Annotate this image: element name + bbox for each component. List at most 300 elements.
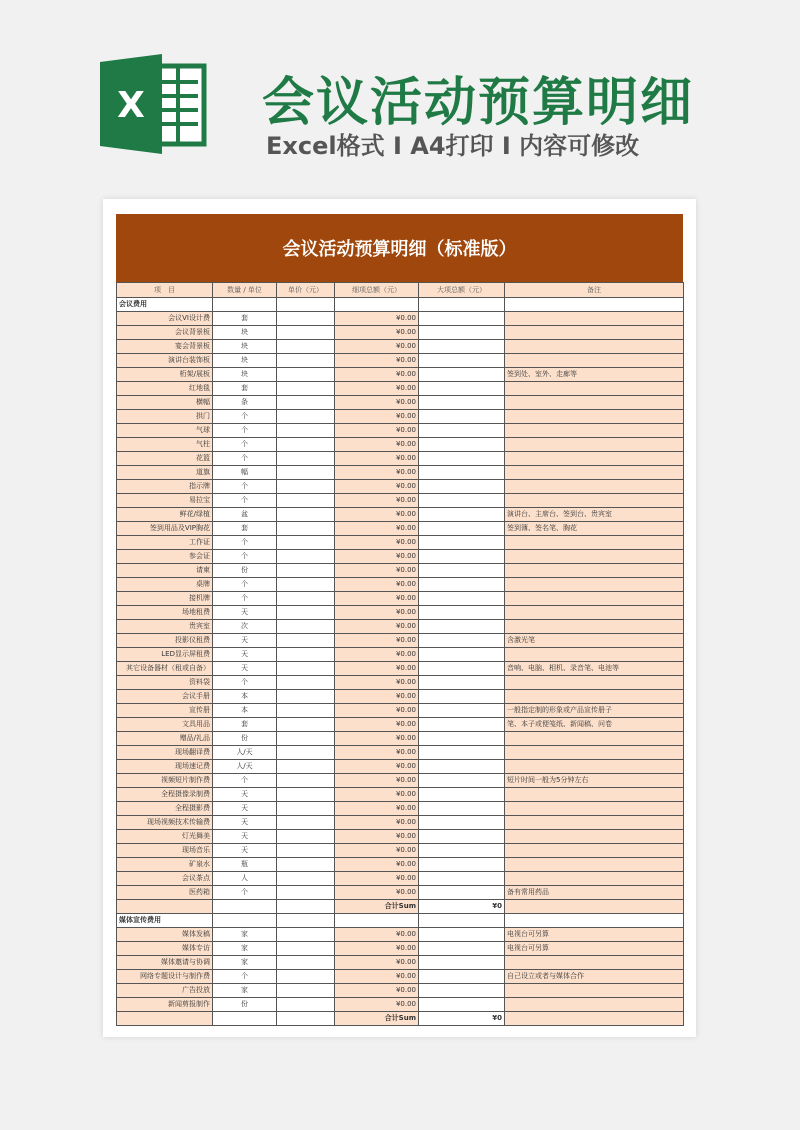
empty-cell[interactable]: [117, 1012, 213, 1026]
item-name-cell[interactable]: 贵宾室: [117, 620, 213, 634]
unit-cell[interactable]: 家: [213, 942, 277, 956]
unit-cell[interactable]: 条: [213, 396, 277, 410]
subtotal-cell[interactable]: ¥0.00: [335, 886, 419, 900]
item-name-cell[interactable]: 现场翻译费: [117, 746, 213, 760]
price-cell[interactable]: [277, 494, 335, 508]
price-cell[interactable]: [277, 508, 335, 522]
note-cell[interactable]: [505, 760, 684, 774]
unit-cell[interactable]: 块: [213, 340, 277, 354]
subtotal-cell[interactable]: ¥0.00: [335, 984, 419, 998]
note-cell[interactable]: [505, 340, 684, 354]
unit-cell[interactable]: 天: [213, 844, 277, 858]
price-cell[interactable]: [277, 382, 335, 396]
price-cell[interactable]: [277, 718, 335, 732]
unit-cell[interactable]: 份: [213, 998, 277, 1012]
price-cell[interactable]: [277, 928, 335, 942]
total-cell[interactable]: [419, 970, 505, 984]
note-cell[interactable]: 自己设立或者与媒体合作: [505, 970, 684, 984]
total-cell[interactable]: [419, 732, 505, 746]
empty-cell[interactable]: [213, 914, 277, 928]
total-cell[interactable]: [419, 718, 505, 732]
total-cell[interactable]: [419, 466, 505, 480]
note-cell[interactable]: [505, 494, 684, 508]
note-cell[interactable]: [505, 858, 684, 872]
unit-cell[interactable]: 瓶: [213, 858, 277, 872]
subtotal-cell[interactable]: ¥0.00: [335, 942, 419, 956]
subtotal-cell[interactable]: ¥0.00: [335, 494, 419, 508]
note-cell[interactable]: [505, 480, 684, 494]
subtotal-cell[interactable]: ¥0.00: [335, 774, 419, 788]
subtotal-cell[interactable]: ¥0.00: [335, 354, 419, 368]
total-cell[interactable]: [419, 396, 505, 410]
subtotal-cell[interactable]: ¥0.00: [335, 858, 419, 872]
note-cell[interactable]: [505, 410, 684, 424]
item-name-cell[interactable]: 参会证: [117, 550, 213, 564]
total-cell[interactable]: [419, 326, 505, 340]
price-cell[interactable]: [277, 788, 335, 802]
unit-cell[interactable]: 套: [213, 312, 277, 326]
price-cell[interactable]: [277, 368, 335, 382]
unit-cell[interactable]: 次: [213, 620, 277, 634]
total-cell[interactable]: [419, 830, 505, 844]
subtotal-cell[interactable]: ¥0.00: [335, 578, 419, 592]
unit-cell[interactable]: 个: [213, 424, 277, 438]
price-cell[interactable]: [277, 592, 335, 606]
price-cell[interactable]: [277, 760, 335, 774]
unit-cell[interactable]: 天: [213, 788, 277, 802]
price-cell[interactable]: [277, 984, 335, 998]
empty-cell[interactable]: [213, 298, 277, 312]
item-name-cell[interactable]: 花篮: [117, 452, 213, 466]
item-name-cell[interactable]: 桌牌: [117, 578, 213, 592]
note-cell[interactable]: [505, 872, 684, 886]
note-cell[interactable]: [505, 312, 684, 326]
total-cell[interactable]: [419, 676, 505, 690]
note-cell[interactable]: [505, 382, 684, 396]
item-name-cell[interactable]: 宣传册: [117, 704, 213, 718]
subtotal-cell[interactable]: ¥0.00: [335, 956, 419, 970]
unit-cell[interactable]: 个: [213, 578, 277, 592]
total-cell[interactable]: [419, 438, 505, 452]
total-cell[interactable]: [419, 634, 505, 648]
unit-cell[interactable]: 套: [213, 718, 277, 732]
note-cell[interactable]: 电视台可另算: [505, 928, 684, 942]
subtotal-cell[interactable]: ¥0.00: [335, 382, 419, 396]
total-cell[interactable]: [419, 578, 505, 592]
note-cell[interactable]: 电视台可另算: [505, 942, 684, 956]
item-name-cell[interactable]: 文具用品: [117, 718, 213, 732]
unit-cell[interactable]: 块: [213, 326, 277, 340]
total-cell[interactable]: [419, 816, 505, 830]
item-name-cell[interactable]: 拱门: [117, 410, 213, 424]
unit-cell[interactable]: 个: [213, 676, 277, 690]
subtotal-cell[interactable]: ¥0.00: [335, 312, 419, 326]
subtotal-cell[interactable]: ¥0.00: [335, 326, 419, 340]
note-cell[interactable]: [505, 620, 684, 634]
total-cell[interactable]: [419, 928, 505, 942]
item-name-cell[interactable]: 现场速记费: [117, 760, 213, 774]
price-cell[interactable]: [277, 886, 335, 900]
item-name-cell[interactable]: 会议茶点: [117, 872, 213, 886]
item-name-cell[interactable]: 赠品/礼品: [117, 732, 213, 746]
price-cell[interactable]: [277, 396, 335, 410]
total-cell[interactable]: [419, 424, 505, 438]
item-name-cell[interactable]: 会议背景板: [117, 326, 213, 340]
item-name-cell[interactable]: 气球: [117, 424, 213, 438]
unit-cell[interactable]: 天: [213, 662, 277, 676]
subtotal-cell[interactable]: ¥0.00: [335, 536, 419, 550]
note-cell[interactable]: [505, 606, 684, 620]
subtotal-cell[interactable]: ¥0.00: [335, 340, 419, 354]
note-cell[interactable]: [505, 564, 684, 578]
subtotal-cell[interactable]: ¥0.00: [335, 788, 419, 802]
empty-cell[interactable]: [213, 1012, 277, 1026]
item-name-cell[interactable]: 视频短片制作费: [117, 774, 213, 788]
total-cell[interactable]: [419, 550, 505, 564]
note-cell[interactable]: [505, 816, 684, 830]
item-name-cell[interactable]: 会议手册: [117, 690, 213, 704]
total-cell[interactable]: [419, 704, 505, 718]
note-cell[interactable]: 演讲台、主席台、签到台、贵宾室: [505, 508, 684, 522]
item-name-cell[interactable]: 签到用品及VIP胸花: [117, 522, 213, 536]
price-cell[interactable]: [277, 662, 335, 676]
unit-cell[interactable]: 天: [213, 634, 277, 648]
unit-cell[interactable]: 家: [213, 928, 277, 942]
subtotal-cell[interactable]: ¥0.00: [335, 844, 419, 858]
price-cell[interactable]: [277, 312, 335, 326]
total-cell[interactable]: [419, 382, 505, 396]
item-name-cell[interactable]: 现场视频技术传输费: [117, 816, 213, 830]
note-cell[interactable]: [505, 592, 684, 606]
total-cell[interactable]: [419, 494, 505, 508]
empty-cell[interactable]: [505, 900, 684, 914]
unit-cell[interactable]: 个: [213, 592, 277, 606]
price-cell[interactable]: [277, 326, 335, 340]
item-name-cell[interactable]: 广告投放: [117, 984, 213, 998]
unit-cell[interactable]: 天: [213, 606, 277, 620]
unit-cell[interactable]: 个: [213, 452, 277, 466]
item-name-cell[interactable]: 投影仪租费: [117, 634, 213, 648]
price-cell[interactable]: [277, 830, 335, 844]
item-name-cell[interactable]: 道旗: [117, 466, 213, 480]
subtotal-cell[interactable]: ¥0.00: [335, 872, 419, 886]
note-cell[interactable]: [505, 998, 684, 1012]
item-name-cell[interactable]: 工作证: [117, 536, 213, 550]
item-name-cell[interactable]: 宴会背景板: [117, 340, 213, 354]
total-cell[interactable]: [419, 354, 505, 368]
price-cell[interactable]: [277, 564, 335, 578]
note-cell[interactable]: 签到处、室外、走廊等: [505, 368, 684, 382]
unit-cell[interactable]: 本: [213, 690, 277, 704]
item-name-cell[interactable]: 网络专题设计与制作费: [117, 970, 213, 984]
item-name-cell[interactable]: 气柱: [117, 438, 213, 452]
subtotal-cell[interactable]: ¥0.00: [335, 592, 419, 606]
item-name-cell[interactable]: 媒体发稿: [117, 928, 213, 942]
total-cell[interactable]: [419, 606, 505, 620]
unit-cell[interactable]: 个: [213, 970, 277, 984]
unit-cell[interactable]: 块: [213, 354, 277, 368]
price-cell[interactable]: [277, 438, 335, 452]
unit-cell[interactable]: 个: [213, 536, 277, 550]
empty-cell[interactable]: [277, 298, 335, 312]
total-cell[interactable]: [419, 480, 505, 494]
note-cell[interactable]: [505, 648, 684, 662]
price-cell[interactable]: [277, 578, 335, 592]
item-name-cell[interactable]: 横幅: [117, 396, 213, 410]
unit-cell[interactable]: 个: [213, 774, 277, 788]
subtotal-cell[interactable]: ¥0.00: [335, 438, 419, 452]
note-cell[interactable]: [505, 438, 684, 452]
subtotal-cell[interactable]: ¥0.00: [335, 662, 419, 676]
subtotal-cell[interactable]: ¥0.00: [335, 816, 419, 830]
price-cell[interactable]: [277, 620, 335, 634]
item-name-cell[interactable]: 接机牌: [117, 592, 213, 606]
empty-cell[interactable]: [335, 914, 419, 928]
item-name-cell[interactable]: 桁架/展板: [117, 368, 213, 382]
item-name-cell[interactable]: 矿泉水: [117, 858, 213, 872]
unit-cell[interactable]: 套: [213, 522, 277, 536]
unit-cell[interactable]: 人/天: [213, 746, 277, 760]
item-name-cell[interactable]: 现场音乐: [117, 844, 213, 858]
subtotal-cell[interactable]: ¥0.00: [335, 690, 419, 704]
note-cell[interactable]: [505, 802, 684, 816]
total-cell[interactable]: [419, 872, 505, 886]
subtotal-cell[interactable]: ¥0.00: [335, 368, 419, 382]
note-cell[interactable]: [505, 844, 684, 858]
price-cell[interactable]: [277, 942, 335, 956]
price-cell[interactable]: [277, 550, 335, 564]
note-cell[interactable]: 备有常用药品: [505, 886, 684, 900]
total-cell[interactable]: [419, 942, 505, 956]
unit-cell[interactable]: 幅: [213, 466, 277, 480]
subtotal-cell[interactable]: ¥0.00: [335, 998, 419, 1012]
unit-cell[interactable]: 块: [213, 368, 277, 382]
item-name-cell[interactable]: 请柬: [117, 564, 213, 578]
item-name-cell[interactable]: 其它设备器材（租或自备）: [117, 662, 213, 676]
price-cell[interactable]: [277, 956, 335, 970]
price-cell[interactable]: [277, 816, 335, 830]
subtotal-cell[interactable]: ¥0.00: [335, 452, 419, 466]
unit-cell[interactable]: 份: [213, 732, 277, 746]
note-cell[interactable]: [505, 466, 684, 480]
subtotal-cell[interactable]: ¥0.00: [335, 732, 419, 746]
note-cell[interactable]: 笔、本子或便笺纸、新闻稿、问卷: [505, 718, 684, 732]
unit-cell[interactable]: 套: [213, 382, 277, 396]
total-cell[interactable]: [419, 956, 505, 970]
note-cell[interactable]: [505, 550, 684, 564]
note-cell[interactable]: 短片时间一般为5分钟左右: [505, 774, 684, 788]
total-cell[interactable]: [419, 844, 505, 858]
price-cell[interactable]: [277, 970, 335, 984]
empty-cell[interactable]: [277, 900, 335, 914]
subtotal-cell[interactable]: ¥0.00: [335, 480, 419, 494]
empty-cell[interactable]: [213, 900, 277, 914]
price-cell[interactable]: [277, 480, 335, 494]
item-name-cell[interactable]: 医药箱: [117, 886, 213, 900]
note-cell[interactable]: [505, 732, 684, 746]
subtotal-cell[interactable]: ¥0.00: [335, 648, 419, 662]
price-cell[interactable]: [277, 732, 335, 746]
price-cell[interactable]: [277, 466, 335, 480]
total-cell[interactable]: [419, 648, 505, 662]
unit-cell[interactable]: 盆: [213, 508, 277, 522]
total-cell[interactable]: [419, 746, 505, 760]
item-name-cell[interactable]: 指示牌: [117, 480, 213, 494]
note-cell[interactable]: [505, 830, 684, 844]
empty-cell[interactable]: [505, 914, 684, 928]
note-cell[interactable]: [505, 536, 684, 550]
total-cell[interactable]: [419, 410, 505, 424]
price-cell[interactable]: [277, 872, 335, 886]
total-cell[interactable]: [419, 340, 505, 354]
price-cell[interactable]: [277, 354, 335, 368]
subtotal-cell[interactable]: ¥0.00: [335, 928, 419, 942]
unit-cell[interactable]: 天: [213, 830, 277, 844]
price-cell[interactable]: [277, 424, 335, 438]
total-cell[interactable]: [419, 886, 505, 900]
total-cell[interactable]: [419, 592, 505, 606]
empty-cell[interactable]: [505, 298, 684, 312]
item-name-cell[interactable]: LED显示屏租费: [117, 648, 213, 662]
note-cell[interactable]: [505, 396, 684, 410]
note-cell[interactable]: 一般指定制的形象或产品宣传册子: [505, 704, 684, 718]
subtotal-cell[interactable]: ¥0.00: [335, 466, 419, 480]
total-cell[interactable]: [419, 508, 505, 522]
note-cell[interactable]: [505, 326, 684, 340]
subtotal-cell[interactable]: ¥0.00: [335, 970, 419, 984]
subtotal-cell[interactable]: ¥0.00: [335, 620, 419, 634]
subtotal-cell[interactable]: ¥0.00: [335, 550, 419, 564]
empty-cell[interactable]: [335, 298, 419, 312]
item-name-cell[interactable]: 演讲台装饰板: [117, 354, 213, 368]
unit-cell[interactable]: 人/天: [213, 760, 277, 774]
unit-cell[interactable]: 家: [213, 956, 277, 970]
total-cell[interactable]: [419, 564, 505, 578]
empty-cell[interactable]: [277, 1012, 335, 1026]
price-cell[interactable]: [277, 606, 335, 620]
note-cell[interactable]: [505, 984, 684, 998]
note-cell[interactable]: [505, 578, 684, 592]
subtotal-cell[interactable]: ¥0.00: [335, 676, 419, 690]
unit-cell[interactable]: 个: [213, 550, 277, 564]
total-cell[interactable]: [419, 802, 505, 816]
price-cell[interactable]: [277, 452, 335, 466]
price-cell[interactable]: [277, 648, 335, 662]
subtotal-cell[interactable]: ¥0.00: [335, 564, 419, 578]
price-cell[interactable]: [277, 704, 335, 718]
unit-cell[interactable]: 个: [213, 886, 277, 900]
unit-cell[interactable]: 个: [213, 410, 277, 424]
price-cell[interactable]: [277, 858, 335, 872]
total-cell[interactable]: [419, 760, 505, 774]
total-cell[interactable]: [419, 452, 505, 466]
subtotal-cell[interactable]: ¥0.00: [335, 508, 419, 522]
item-name-cell[interactable]: 红地毯: [117, 382, 213, 396]
subtotal-cell[interactable]: ¥0.00: [335, 760, 419, 774]
total-cell[interactable]: [419, 788, 505, 802]
item-name-cell[interactable]: 易拉宝: [117, 494, 213, 508]
total-cell[interactable]: [419, 620, 505, 634]
price-cell[interactable]: [277, 410, 335, 424]
item-name-cell[interactable]: 全程摄像录制费: [117, 788, 213, 802]
subtotal-cell[interactable]: ¥0.00: [335, 704, 419, 718]
subtotal-cell[interactable]: ¥0.00: [335, 522, 419, 536]
unit-cell[interactable]: 天: [213, 802, 277, 816]
subtotal-cell[interactable]: ¥0.00: [335, 746, 419, 760]
unit-cell[interactable]: 个: [213, 438, 277, 452]
note-cell[interactable]: [505, 424, 684, 438]
unit-cell[interactable]: 份: [213, 564, 277, 578]
item-name-cell[interactable]: 新闻剪报制作: [117, 998, 213, 1012]
note-cell[interactable]: [505, 690, 684, 704]
price-cell[interactable]: [277, 690, 335, 704]
unit-cell[interactable]: 个: [213, 480, 277, 494]
total-cell[interactable]: [419, 368, 505, 382]
item-name-cell[interactable]: 全程摄影费: [117, 802, 213, 816]
unit-cell[interactable]: 天: [213, 648, 277, 662]
price-cell[interactable]: [277, 844, 335, 858]
total-cell[interactable]: [419, 662, 505, 676]
total-cell[interactable]: [419, 690, 505, 704]
note-cell[interactable]: 音响、电脑、相机、录音笔、电池等: [505, 662, 684, 676]
total-cell[interactable]: [419, 312, 505, 326]
unit-cell[interactable]: 人: [213, 872, 277, 886]
price-cell[interactable]: [277, 340, 335, 354]
subtotal-cell[interactable]: ¥0.00: [335, 634, 419, 648]
price-cell[interactable]: [277, 746, 335, 760]
note-cell[interactable]: [505, 676, 684, 690]
item-name-cell[interactable]: 媒体邀请与协调: [117, 956, 213, 970]
total-cell[interactable]: [419, 858, 505, 872]
empty-cell[interactable]: [505, 1012, 684, 1026]
total-cell[interactable]: [419, 522, 505, 536]
subtotal-cell[interactable]: ¥0.00: [335, 830, 419, 844]
note-cell[interactable]: [505, 354, 684, 368]
item-name-cell[interactable]: 媒体专访: [117, 942, 213, 956]
price-cell[interactable]: [277, 998, 335, 1012]
item-name-cell[interactable]: 场地租费: [117, 606, 213, 620]
total-cell[interactable]: [419, 998, 505, 1012]
item-name-cell[interactable]: 鲜花/绿植: [117, 508, 213, 522]
price-cell[interactable]: [277, 802, 335, 816]
note-cell[interactable]: 签到簿、签名笔、胸花: [505, 522, 684, 536]
note-cell[interactable]: [505, 746, 684, 760]
note-cell[interactable]: 含激光笔: [505, 634, 684, 648]
total-cell[interactable]: [419, 536, 505, 550]
unit-cell[interactable]: 家: [213, 984, 277, 998]
price-cell[interactable]: [277, 774, 335, 788]
price-cell[interactable]: [277, 536, 335, 550]
subtotal-cell[interactable]: ¥0.00: [335, 424, 419, 438]
subtotal-cell[interactable]: ¥0.00: [335, 410, 419, 424]
empty-cell[interactable]: [419, 298, 505, 312]
total-cell[interactable]: [419, 774, 505, 788]
item-name-cell[interactable]: 资料袋: [117, 676, 213, 690]
empty-cell[interactable]: [117, 900, 213, 914]
note-cell[interactable]: [505, 956, 684, 970]
empty-cell[interactable]: [277, 914, 335, 928]
total-cell[interactable]: [419, 984, 505, 998]
unit-cell[interactable]: 个: [213, 494, 277, 508]
note-cell[interactable]: [505, 452, 684, 466]
subtotal-cell[interactable]: ¥0.00: [335, 802, 419, 816]
price-cell[interactable]: [277, 634, 335, 648]
subtotal-cell[interactable]: ¥0.00: [335, 718, 419, 732]
item-name-cell[interactable]: 会议VI设计费: [117, 312, 213, 326]
price-cell[interactable]: [277, 522, 335, 536]
unit-cell[interactable]: 天: [213, 816, 277, 830]
price-cell[interactable]: [277, 676, 335, 690]
